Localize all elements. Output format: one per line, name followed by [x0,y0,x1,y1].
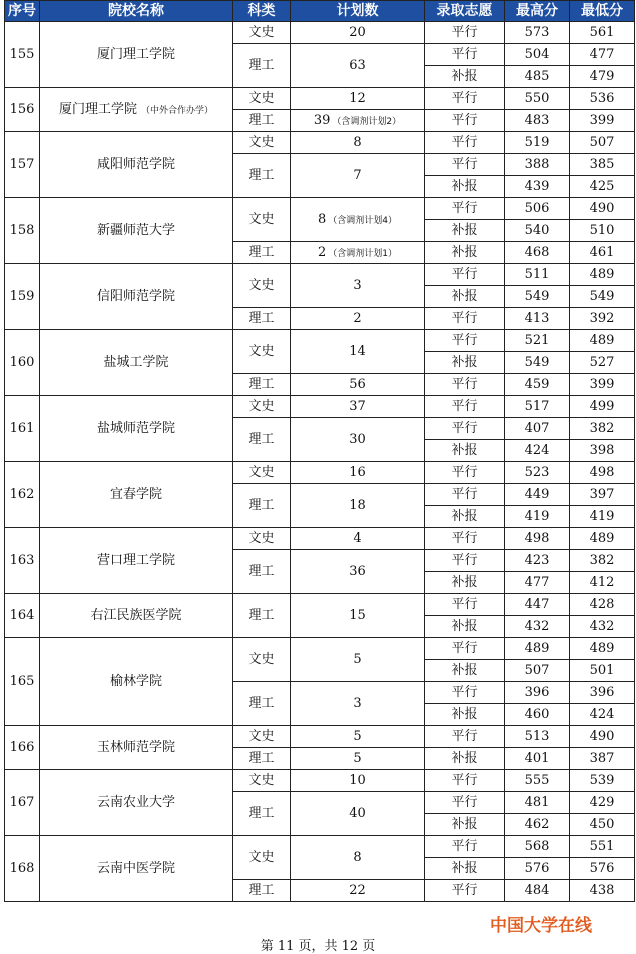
table-row [5,770,635,792]
min-score: 382 [570,418,635,440]
max-score: 504 [505,44,570,66]
table-row [5,22,635,44]
min-score: 399 [570,374,635,396]
max-score: 521 [505,330,570,352]
subject-category: 文史 [233,638,291,682]
plan-count [291,154,425,198]
subject-category: 理工 [233,792,291,836]
header-no: 序号 [5,1,40,22]
school-name-text: 新疆师范大学 [96,223,175,238]
min-score: 424 [570,704,635,726]
school-name-text: 信阳师范学院 [96,289,175,304]
plan-note: （含调剂计划1） [328,249,397,259]
table-row [5,132,635,154]
max-score: 484 [505,880,570,902]
header-min-score: 最低分 [570,1,635,22]
subject-category: 文史 [233,462,291,484]
school-name-text: 右江民族医学院 [90,608,182,623]
school-name [40,770,233,836]
volunteer-type: 平行 [425,418,505,440]
plan-count [291,264,425,308]
volunteer-type: 平行 [425,154,505,176]
volunteer-type: 补报 [425,352,505,374]
volunteer-type: 平行 [425,132,505,154]
max-score: 477 [505,572,570,594]
plan-number: 30 [349,432,366,447]
school-name [40,88,233,132]
school-name-text: 盐城工学院 [103,355,169,370]
school-name [40,198,233,264]
subject-category: 文史 [233,528,291,550]
min-score: 490 [570,726,635,748]
subject-category: 文史 [233,132,291,154]
table-row [5,726,635,748]
table-row [5,462,635,484]
min-score: 450 [570,814,635,836]
max-score: 460 [505,704,570,726]
max-score: 540 [505,220,570,242]
school-number: 164 [5,594,40,638]
school-name-text: 云南农业大学 [96,795,175,810]
max-score: 481 [505,792,570,814]
volunteer-type: 平行 [425,594,505,616]
subject-category: 文史 [233,22,291,44]
subject-category: 理工 [233,682,291,726]
school-name-text: 宜春学院 [109,487,162,502]
school-number: 160 [5,330,40,396]
school-number: 162 [5,462,40,528]
min-score: 428 [570,594,635,616]
volunteer-type: 平行 [425,792,505,814]
plan-number: 39 [313,113,331,128]
table-row [5,88,635,110]
plan-number: 3 [353,278,362,293]
max-score: 507 [505,660,570,682]
plan-note: （含调剂计划4） [328,216,397,226]
volunteer-type: 补报 [425,176,505,198]
min-score: 489 [570,528,635,550]
school-number: 167 [5,770,40,836]
school-name [40,528,233,594]
plan-number: 22 [349,883,366,898]
min-score: 477 [570,44,635,66]
plan-count [291,22,425,44]
plan-count [291,198,425,242]
plan-number: 63 [349,58,366,73]
min-score: 429 [570,792,635,814]
max-score: 468 [505,242,570,264]
max-score: 439 [505,176,570,198]
max-score: 549 [505,352,570,374]
volunteer-type: 平行 [425,374,505,396]
plan-number: 18 [349,498,366,513]
subject-category: 理工 [233,748,291,770]
plan-count [291,110,425,132]
plan-note: （含调剂计划2） [332,117,402,127]
volunteer-type: 补报 [425,242,505,264]
max-score: 447 [505,594,570,616]
volunteer-type: 平行 [425,396,505,418]
subject-category: 理工 [233,44,291,88]
min-score: 397 [570,484,635,506]
volunteer-type: 平行 [425,770,505,792]
volunteer-type: 补报 [425,286,505,308]
min-score: 398 [570,440,635,462]
plan-count [291,396,425,418]
volunteer-type: 平行 [425,264,505,286]
subject-category: 文史 [233,836,291,880]
plan-count [291,682,425,726]
volunteer-type: 补报 [425,66,505,88]
subject-category: 理工 [233,550,291,594]
subject-category: 文史 [233,198,291,242]
subject-category: 理工 [233,110,291,132]
school-number: 159 [5,264,40,330]
max-score: 432 [505,616,570,638]
school-name [40,22,233,88]
volunteer-type: 补报 [425,858,505,880]
plan-count [291,880,425,902]
table-body [5,22,635,902]
subject-category: 文史 [233,264,291,308]
max-score: 498 [505,528,570,550]
volunteer-type: 平行 [425,308,505,330]
volunteer-type: 平行 [425,638,505,660]
max-score: 513 [505,726,570,748]
school-name-text: 营口理工学院 [96,553,175,568]
plan-count [291,132,425,154]
plan-number: 14 [349,344,366,359]
subject-category: 理工 [233,308,291,330]
school-name [40,330,233,396]
plan-number: 2 [353,311,362,326]
table-header-row [5,1,635,22]
max-score: 396 [505,682,570,704]
page-footer: 第 11 页，共 12 页 [260,939,376,954]
school-name [40,132,233,198]
header-school-name: 院校名称 [40,1,233,22]
min-score: 425 [570,176,635,198]
school-number: 157 [5,132,40,198]
volunteer-type: 平行 [425,836,505,858]
watermark-logo-text: 中国大学在线 [490,916,592,936]
school-number: 163 [5,528,40,594]
plan-count [291,594,425,638]
min-score: 392 [570,308,635,330]
subject-category: 理工 [233,374,291,396]
table-row [5,594,635,616]
max-score: 511 [505,264,570,286]
volunteer-type: 平行 [425,462,505,484]
volunteer-type: 补报 [425,616,505,638]
max-score: 388 [505,154,570,176]
max-score: 573 [505,22,570,44]
min-score: 396 [570,682,635,704]
min-score: 479 [570,66,635,88]
volunteer-type: 补报 [425,660,505,682]
table-row [5,528,635,550]
min-score: 549 [570,286,635,308]
plan-number: 5 [353,729,362,744]
plan-count [291,330,425,374]
max-score: 483 [505,110,570,132]
plan-number: 3 [353,696,362,711]
school-name-text: 盐城师范学院 [96,421,175,436]
school-name [40,726,233,770]
min-score: 399 [570,110,635,132]
volunteer-type: 平行 [425,330,505,352]
header-category: 科类 [233,1,291,22]
plan-number: 7 [353,168,362,183]
min-score: 561 [570,22,635,44]
min-score: 489 [570,330,635,352]
plan-number: 10 [349,773,366,788]
plan-count [291,308,425,330]
volunteer-type: 平行 [425,22,505,44]
school-name-text: 玉林师范学院 [96,740,175,755]
school-name-note: （中外合作办学） [141,106,214,116]
school-name [40,594,233,638]
subject-category: 文史 [233,396,291,418]
subject-category: 理工 [233,418,291,462]
min-score: 527 [570,352,635,374]
plan-count [291,836,425,880]
max-score: 449 [505,484,570,506]
school-number: 161 [5,396,40,462]
max-score: 519 [505,132,570,154]
max-score: 419 [505,506,570,528]
header-volunteer: 录取志愿 [425,1,505,22]
plan-count [291,550,425,594]
min-score: 507 [570,132,635,154]
table-row [5,836,635,858]
school-number: 155 [5,22,40,88]
min-score: 498 [570,462,635,484]
plan-count [291,374,425,396]
plan-count [291,638,425,682]
school-name-text: 厦门理工学院 [58,102,137,117]
min-score: 499 [570,396,635,418]
subject-category: 理工 [233,484,291,528]
school-name [40,264,233,330]
volunteer-type: 平行 [425,550,505,572]
table-row [5,396,635,418]
min-score: 510 [570,220,635,242]
plan-count [291,484,425,528]
table-row [5,330,635,352]
volunteer-type: 补报 [425,572,505,594]
max-score: 489 [505,638,570,660]
plan-count [291,792,425,836]
min-score: 490 [570,198,635,220]
max-score: 407 [505,418,570,440]
plan-count [291,418,425,462]
min-score: 489 [570,638,635,660]
plan-count [291,462,425,484]
max-score: 424 [505,440,570,462]
volunteer-type: 补报 [425,440,505,462]
plan-number: 4 [353,531,362,546]
plan-number: 8 [353,850,362,865]
min-score: 576 [570,858,635,880]
school-number: 158 [5,198,40,264]
max-score: 517 [505,396,570,418]
plan-count [291,748,425,770]
plan-number: 36 [349,564,366,579]
min-score: 539 [570,770,635,792]
school-name [40,638,233,726]
max-score: 576 [505,858,570,880]
school-name-text: 云南中医学院 [96,861,175,876]
volunteer-type: 平行 [425,88,505,110]
volunteer-type: 平行 [425,198,505,220]
max-score: 550 [505,88,570,110]
min-score: 382 [570,550,635,572]
min-score: 489 [570,264,635,286]
plan-number: 20 [349,25,366,40]
school-name [40,462,233,528]
subject-category: 文史 [233,88,291,110]
plan-number: 8 [317,212,327,227]
school-number: 156 [5,88,40,132]
volunteer-type: 平行 [425,726,505,748]
plan-number: 5 [353,751,362,766]
table-row [5,638,635,660]
subject-category: 文史 [233,770,291,792]
max-score: 555 [505,770,570,792]
volunteer-type: 补报 [425,220,505,242]
school-name [40,836,233,902]
school-name-text: 咸阳师范学院 [96,157,175,172]
school-name-text: 榆林学院 [109,674,162,689]
plan-number: 5 [353,652,362,667]
min-score: 385 [570,154,635,176]
plan-count [291,88,425,110]
min-score: 432 [570,616,635,638]
subject-category: 文史 [233,330,291,374]
school-name-text: 厦门理工学院 [96,47,175,62]
table-row [5,198,635,220]
volunteer-type: 补报 [425,704,505,726]
header-max-score: 最高分 [505,1,570,22]
volunteer-type: 补报 [425,748,505,770]
plan-count [291,770,425,792]
plan-count [291,726,425,748]
max-score: 568 [505,836,570,858]
plan-count [291,44,425,88]
min-score: 387 [570,748,635,770]
min-score: 419 [570,506,635,528]
max-score: 462 [505,814,570,836]
max-score: 413 [505,308,570,330]
volunteer-type: 平行 [425,44,505,66]
volunteer-type: 平行 [425,880,505,902]
header-plan: 计划数 [291,1,425,22]
school-number: 166 [5,726,40,770]
school-number: 165 [5,638,40,726]
volunteer-type: 补报 [425,506,505,528]
volunteer-type: 平行 [425,682,505,704]
max-score: 485 [505,66,570,88]
plan-number: 56 [349,377,366,392]
min-score: 438 [570,880,635,902]
subject-category: 理工 [233,154,291,198]
max-score: 423 [505,550,570,572]
subject-category: 理工 [233,880,291,902]
volunteer-type: 平行 [425,484,505,506]
admission-score-table [4,0,635,902]
plan-number: 2 [317,245,327,260]
table-row [5,264,635,286]
max-score: 506 [505,198,570,220]
plan-count [291,528,425,550]
min-score: 501 [570,660,635,682]
subject-category: 理工 [233,242,291,264]
plan-number: 12 [349,91,366,106]
min-score: 461 [570,242,635,264]
school-number: 168 [5,836,40,902]
plan-number: 16 [349,465,366,480]
volunteer-type: 平行 [425,110,505,132]
max-score: 459 [505,374,570,396]
subject-category: 文史 [233,726,291,748]
min-score: 536 [570,88,635,110]
volunteer-type: 补报 [425,814,505,836]
school-name [40,396,233,462]
plan-number: 15 [349,608,366,623]
max-score: 549 [505,286,570,308]
plan-number: 37 [349,399,366,414]
subject-category: 理工 [233,594,291,638]
plan-count [291,242,425,264]
volunteer-type: 平行 [425,528,505,550]
max-score: 401 [505,748,570,770]
min-score: 551 [570,836,635,858]
max-score: 523 [505,462,570,484]
plan-number: 8 [353,135,362,150]
plan-number: 40 [349,806,366,821]
min-score: 412 [570,572,635,594]
